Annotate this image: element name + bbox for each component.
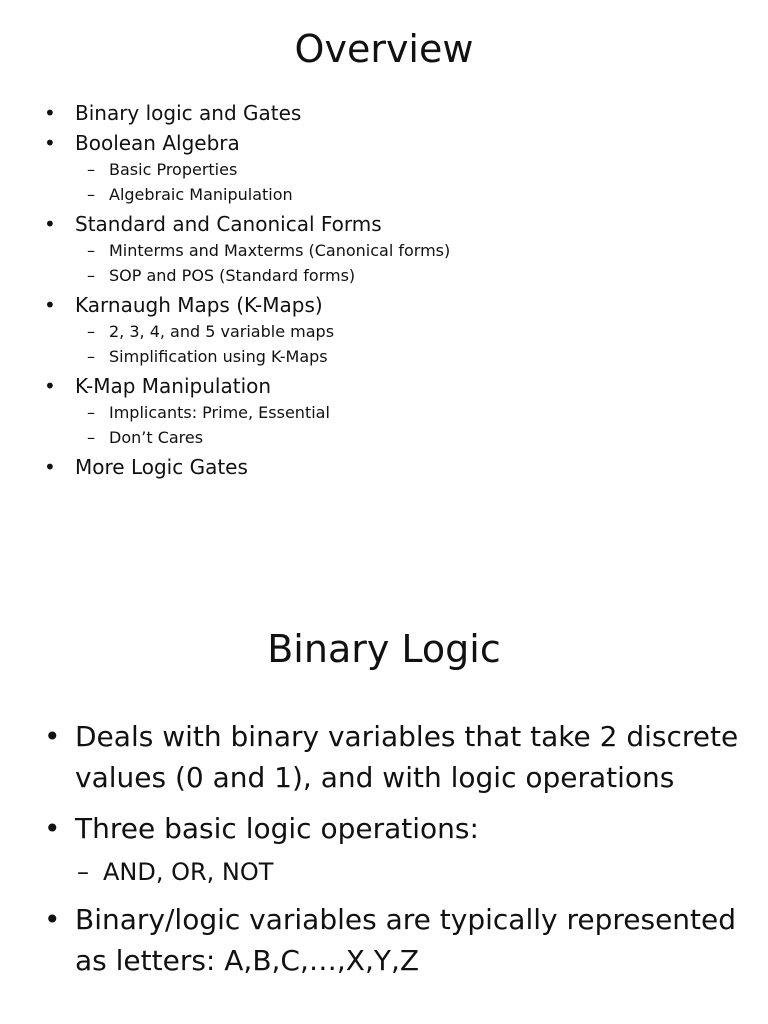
dash-icon: – xyxy=(87,403,95,422)
bullet-list xyxy=(44,716,744,991)
bullet-text: Binary/logic variables are typically represented as letters: A,B,C,…,X,Y,Z xyxy=(75,903,737,977)
bullet-text: Deals with binary variables that take 2 discrete values (0 and 1), and with logic operations xyxy=(75,720,739,794)
bullet-text: Boolean Algebra xyxy=(75,131,240,155)
sub-list-item xyxy=(87,158,744,183)
slide-binary-logic xyxy=(0,512,768,1024)
bullet-icon: • xyxy=(44,903,61,936)
sub-list xyxy=(44,239,744,290)
bullet-text: Standard and Canonical Forms xyxy=(75,212,382,236)
list-item xyxy=(44,371,744,452)
sub-bullet-text: 2, 3, 4, and 5 variable maps xyxy=(109,322,335,341)
dash-icon: – xyxy=(87,160,95,179)
bullet-text: K-Map Manipulation xyxy=(75,374,272,398)
sub-list xyxy=(44,320,744,371)
list-item xyxy=(44,209,744,290)
sub-bullet-text: Implicants: Prime, Essential xyxy=(109,403,330,422)
list-item xyxy=(44,290,744,371)
list-item xyxy=(44,98,744,128)
sub-list-item xyxy=(87,401,744,426)
sub-list-item xyxy=(77,855,744,889)
sub-bullet-text: Minterms and Maxterms (Canonical forms) xyxy=(109,241,451,260)
dash-icon: – xyxy=(87,322,95,341)
sub-bullet-text: Don’t Cares xyxy=(109,427,204,447)
bullet-icon: • xyxy=(44,212,56,236)
dash-icon: – xyxy=(77,858,89,886)
bullet-text: More Logic Gates xyxy=(75,455,248,479)
dash-icon: – xyxy=(87,184,95,204)
list-item xyxy=(44,128,744,209)
sub-bullet-text: SOP and POS (Standard forms) xyxy=(109,265,356,285)
bullet-text: Three basic logic operations: xyxy=(75,812,479,845)
sub-list-item xyxy=(87,426,744,451)
list-item xyxy=(44,808,744,889)
bullet-text: Binary logic and Gates xyxy=(75,101,302,125)
bullet-icon: • xyxy=(44,720,61,753)
bullet-icon: • xyxy=(44,131,56,155)
bullet-list xyxy=(44,98,744,482)
sub-bullet-text: Algebraic Manipulation xyxy=(109,184,293,204)
slide-title: Binary Logic xyxy=(267,627,501,671)
sub-list xyxy=(44,158,744,209)
sub-list-item xyxy=(87,320,744,345)
bullet-icon: • xyxy=(44,101,56,125)
sub-list-item xyxy=(87,239,744,264)
bullet-text: Karnaugh Maps (K-Maps) xyxy=(75,293,323,317)
list-item xyxy=(44,452,744,482)
list-item xyxy=(44,899,744,981)
bullet-icon: • xyxy=(44,455,56,479)
bullet-icon: • xyxy=(44,293,56,317)
sub-list xyxy=(44,855,744,889)
dash-icon: – xyxy=(87,346,95,366)
dash-icon: – xyxy=(87,427,95,447)
bullet-icon: • xyxy=(44,374,56,398)
sub-bullet-text: AND, OR, NOT xyxy=(103,858,274,886)
slide-title: Overview xyxy=(294,27,474,71)
dash-icon: – xyxy=(87,265,95,285)
list-item xyxy=(44,716,744,798)
bullet-icon: • xyxy=(44,812,61,845)
sub-list-item xyxy=(87,264,744,289)
dash-icon: – xyxy=(87,241,95,260)
sub-bullet-text: Simplification using K-Maps xyxy=(109,346,328,366)
sub-list-item xyxy=(87,183,744,208)
sub-list xyxy=(44,401,744,452)
sub-bullet-text: Basic Properties xyxy=(109,160,238,179)
sub-list-item xyxy=(87,345,744,370)
